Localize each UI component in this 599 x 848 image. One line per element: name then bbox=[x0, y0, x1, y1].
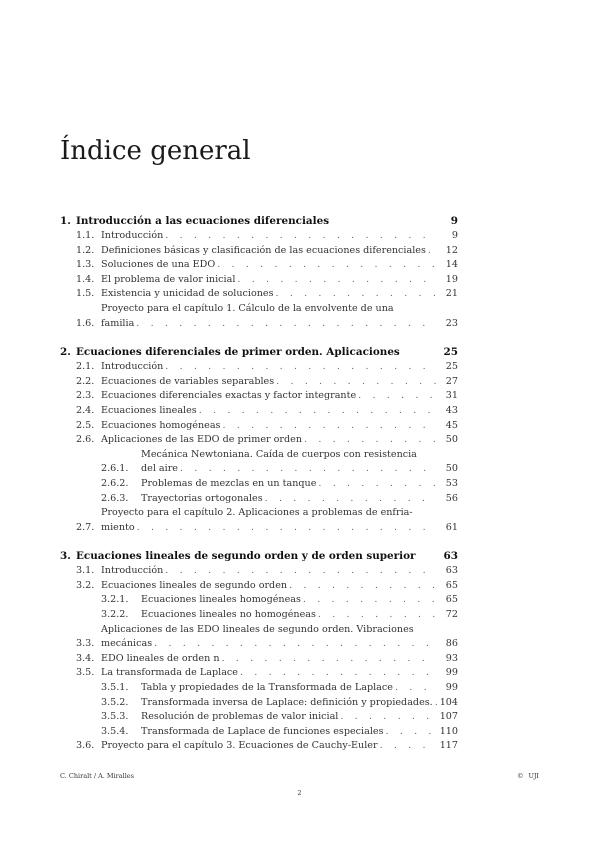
dot-leader bbox=[340, 710, 436, 725]
entry-page: 72 bbox=[445, 609, 458, 621]
entry-number: 1.2. bbox=[76, 244, 95, 256]
entry-title-line: Ecuaciones de variables separables bbox=[101, 375, 275, 387]
entry-title-lastline bbox=[101, 433, 438, 448]
entry-number: 2.5. bbox=[76, 419, 95, 431]
toc-subsection-entry[interactable] bbox=[60, 448, 458, 477]
entry-title-line: Ecuaciones lineales de segundo orden bbox=[101, 579, 288, 591]
entry-page: 19 bbox=[445, 273, 458, 285]
entry-text bbox=[101, 564, 438, 579]
toc-section-entry[interactable] bbox=[60, 433, 458, 448]
entry-title-line: El problema de valor inicial bbox=[101, 273, 236, 285]
entry-title-lastline bbox=[141, 462, 438, 477]
entry-number: 2.6. bbox=[76, 434, 95, 446]
toc-section-entry[interactable] bbox=[60, 229, 458, 244]
entry-title-line: Introducción bbox=[101, 565, 164, 577]
dot-leader bbox=[136, 317, 436, 332]
entry-title-lastline bbox=[101, 375, 438, 390]
entry-title-lastline bbox=[141, 681, 438, 696]
toc-section-entry[interactable] bbox=[60, 360, 458, 375]
entry-title-lastline bbox=[101, 273, 438, 288]
entry-title-lastline bbox=[141, 593, 438, 608]
entry-number: 3.2.1. bbox=[101, 594, 129, 606]
entry-title-lastline bbox=[101, 229, 438, 244]
toc-subsection-entry[interactable] bbox=[60, 696, 458, 711]
entry-number: 1.1. bbox=[76, 230, 95, 241]
entry-page: 110 bbox=[439, 725, 458, 737]
entry-text bbox=[141, 710, 438, 725]
entry-page: 50 bbox=[445, 463, 458, 475]
entry-text bbox=[101, 244, 438, 259]
toc-section-entry[interactable] bbox=[60, 652, 458, 667]
dot-leader bbox=[289, 579, 436, 594]
dot-leader bbox=[395, 681, 436, 696]
dot-leader bbox=[180, 462, 436, 477]
entry-title-lastline bbox=[101, 389, 438, 404]
entry-title-lastline bbox=[101, 739, 438, 754]
entry-number: 2.6.2. bbox=[101, 477, 129, 489]
entry-text bbox=[101, 258, 438, 273]
dot-leader bbox=[276, 287, 436, 302]
entry-page: 56 bbox=[445, 492, 458, 504]
entry-title-line: Tabla y propiedades de la Transformada de Laplace bbox=[141, 682, 393, 694]
entry-title-line: Ecuaciones lineales homogéneas bbox=[141, 594, 301, 606]
dot-leader bbox=[165, 360, 436, 375]
dot-leader bbox=[165, 564, 436, 579]
entry-title-line: Ecuaciones lineales bbox=[101, 404, 197, 416]
entry-text bbox=[101, 273, 438, 288]
toc-subsection-entry[interactable] bbox=[60, 492, 458, 507]
entry-page: 14 bbox=[445, 259, 458, 271]
toc-section-entry[interactable] bbox=[60, 623, 458, 652]
toc-subsection-entry[interactable] bbox=[60, 710, 458, 725]
entry-title-lastline bbox=[101, 652, 438, 667]
entry-title-line: Existencia y unicidad de soluciones bbox=[101, 288, 274, 300]
entry-page: 43 bbox=[445, 404, 458, 416]
entry-title-line: del aire bbox=[141, 463, 178, 475]
entry-title-lastline bbox=[141, 725, 438, 740]
entry-text bbox=[101, 433, 438, 448]
chapter-number: 1. bbox=[60, 215, 71, 227]
entry-number: 3.6. bbox=[76, 740, 95, 752]
entry-text bbox=[101, 302, 438, 331]
entry-text bbox=[101, 229, 438, 244]
entry-page: 117 bbox=[439, 740, 458, 752]
entry-number: 3.5.4. bbox=[101, 725, 129, 737]
dot-leader bbox=[237, 273, 436, 288]
entry-page: 104 bbox=[439, 696, 458, 708]
entry-page: 61 bbox=[445, 521, 458, 533]
entry-number: 3.5.2. bbox=[101, 696, 129, 708]
footer-publisher-name: UJI bbox=[528, 772, 539, 780]
toc-chapter bbox=[60, 345, 458, 535]
toc-section-entry[interactable] bbox=[60, 375, 458, 390]
entry-title-lastline bbox=[101, 666, 438, 681]
entry-title-line: mecánicas bbox=[101, 638, 153, 650]
entry-title-line: EDO lineales de orden n bbox=[101, 652, 220, 664]
toc-section-entry[interactable] bbox=[60, 419, 458, 434]
entry-number: 2.2. bbox=[76, 375, 95, 387]
entry-page: 45 bbox=[445, 419, 458, 431]
entry-text bbox=[141, 448, 438, 477]
toc-chapter bbox=[60, 214, 458, 331]
toc-chapter bbox=[60, 549, 458, 754]
entry-number: 2.6.1. bbox=[101, 463, 129, 475]
footer-authors: C. Chiralt / A. Miralles bbox=[60, 772, 134, 780]
entry-text bbox=[141, 725, 438, 740]
entry-title-line: Problemas de mezclas en un tanque bbox=[141, 477, 317, 489]
chapter-page: 9 bbox=[450, 215, 458, 227]
dot-leader bbox=[222, 419, 436, 434]
entry-title-lastline bbox=[141, 696, 438, 711]
entry-number: 2.1. bbox=[76, 361, 95, 373]
entry-title-line: miento bbox=[101, 521, 135, 533]
entry-page: 53 bbox=[445, 477, 458, 489]
entry-text bbox=[141, 608, 438, 623]
entry-number: 2.6.3. bbox=[101, 492, 129, 504]
toc-section-entry[interactable] bbox=[60, 287, 458, 302]
entry-text bbox=[101, 652, 438, 667]
toc-section-entry[interactable] bbox=[60, 579, 458, 594]
entry-title-line: Ecuaciones lineales no homogéneas bbox=[141, 609, 316, 621]
entry-text bbox=[141, 696, 438, 711]
entry-page: 99 bbox=[445, 682, 458, 694]
toc-section-entry[interactable] bbox=[60, 273, 458, 288]
dot-leader bbox=[154, 637, 436, 652]
chapter-title: Ecuaciones diferenciales de primer orden. Aplicaciones bbox=[76, 346, 400, 359]
entry-title-lastline bbox=[141, 492, 438, 507]
entry-title-line: Definiciones básicas y clasificación de las ecuaciones diferenciales bbox=[101, 244, 426, 256]
entry-text bbox=[101, 506, 438, 535]
entry-text bbox=[141, 477, 438, 492]
dot-leader bbox=[265, 492, 436, 507]
entry-title-lastline bbox=[101, 564, 438, 579]
entry-number: 3.2.2. bbox=[101, 609, 129, 621]
entry-text bbox=[101, 666, 438, 681]
entry-number: 3.5. bbox=[76, 667, 95, 679]
dot-leader bbox=[276, 375, 436, 390]
entry-number: 2.3. bbox=[76, 390, 95, 402]
entry-page: 21 bbox=[445, 288, 458, 300]
entry-number: 1.5. bbox=[76, 288, 95, 300]
dot-leader bbox=[165, 229, 436, 244]
dot-leader bbox=[358, 389, 436, 404]
dot-leader bbox=[428, 244, 436, 259]
entry-page: 63 bbox=[445, 565, 458, 577]
dot-leader bbox=[217, 258, 436, 273]
entry-title-lastline bbox=[101, 404, 438, 419]
entry-number: 1.3. bbox=[76, 259, 95, 271]
entry-title-lastline bbox=[101, 317, 438, 332]
entry-text bbox=[101, 287, 438, 302]
entry-title-line: Proyecto para el capítulo 3. Ecuaciones de Cauchy-Euler bbox=[101, 740, 378, 752]
chapter-title: Ecuaciones lineales de segundo orden y de orden superior bbox=[76, 550, 416, 563]
entry-text bbox=[101, 375, 438, 390]
entry-text bbox=[101, 360, 438, 375]
toc-section-entry[interactable] bbox=[60, 404, 458, 419]
toc-subsection-entry[interactable] bbox=[60, 725, 458, 740]
entry-page: 86 bbox=[445, 638, 458, 650]
toc-chapter-heading[interactable] bbox=[60, 345, 458, 360]
entry-page: 23 bbox=[445, 317, 458, 329]
entry-text bbox=[101, 404, 438, 419]
page-number: 2 bbox=[297, 789, 302, 797]
dot-leader bbox=[386, 725, 436, 740]
copyright-icon: © bbox=[517, 772, 524, 780]
entry-page: 65 bbox=[445, 579, 458, 591]
page-title: Índice general bbox=[60, 136, 251, 166]
toc-subsection-entry[interactable] bbox=[60, 681, 458, 696]
dot-leader bbox=[304, 433, 436, 448]
toc-chapter-heading[interactable] bbox=[60, 549, 458, 564]
entry-text bbox=[141, 492, 438, 507]
toc-section-entry[interactable] bbox=[60, 389, 458, 404]
chapter-page: 63 bbox=[443, 550, 458, 563]
dot-leader bbox=[240, 666, 436, 681]
toc-subsection-entry[interactable] bbox=[60, 593, 458, 608]
toc-section-entry[interactable] bbox=[60, 244, 458, 259]
entry-title-line: Proyecto para el capítulo 2. Aplicaciones a problemas de enfria- bbox=[101, 507, 413, 519]
entry-page: 65 bbox=[445, 594, 458, 606]
entry-title-lastline bbox=[101, 244, 438, 259]
entry-number: 1.6. bbox=[76, 317, 95, 329]
entry-title-line: Ecuaciones homogéneas bbox=[101, 419, 221, 431]
dot-leader bbox=[199, 404, 436, 419]
entry-text bbox=[141, 593, 438, 608]
entry-title-lastline bbox=[101, 360, 438, 375]
entry-number: 3.4. bbox=[76, 652, 95, 664]
chapter-title: Introducción a las ecuaciones diferenciales bbox=[76, 215, 330, 227]
entry-number: 2.4. bbox=[76, 404, 95, 416]
entry-page: 93 bbox=[445, 652, 458, 664]
entry-text bbox=[101, 623, 438, 652]
chapter-number: 3. bbox=[60, 550, 71, 563]
entry-page: 107 bbox=[439, 711, 458, 723]
entry-title-lastline bbox=[101, 258, 438, 273]
entry-page: 9 bbox=[451, 230, 458, 241]
entry-page: 50 bbox=[445, 434, 458, 446]
dot-leader bbox=[222, 652, 437, 667]
entry-title-line: Resolución de problemas de valor inicial bbox=[141, 711, 339, 723]
entry-title-lastline bbox=[141, 608, 438, 623]
entry-title-line: Mecánica Newtoniana. Caída de cuerpos con resistencia bbox=[141, 448, 417, 460]
entry-page: 31 bbox=[445, 390, 458, 402]
toc-section-entry[interactable] bbox=[60, 666, 458, 681]
entry-title-line: Introducción bbox=[101, 230, 164, 241]
entry-text bbox=[101, 419, 438, 434]
entry-title-lastline bbox=[101, 579, 438, 594]
entry-title-lastline bbox=[101, 521, 438, 536]
entry-number: 3.2. bbox=[76, 579, 95, 591]
entry-text bbox=[101, 739, 438, 754]
entry-page: 12 bbox=[445, 244, 458, 256]
entry-number: 3.5.1. bbox=[101, 682, 129, 694]
toc-section-entry[interactable] bbox=[60, 739, 458, 754]
entry-title-lastline bbox=[101, 637, 438, 652]
entry-title-line: Ecuaciones diferenciales exactas y factor integrante bbox=[101, 390, 357, 402]
entry-text bbox=[141, 681, 438, 696]
entry-title-lastline bbox=[141, 710, 438, 725]
dot-leader bbox=[318, 477, 436, 492]
toc-subsection-entry[interactable] bbox=[60, 608, 458, 623]
entry-title-lastline bbox=[101, 287, 438, 302]
entry-number: 3.3. bbox=[76, 638, 95, 650]
toc-section-entry[interactable] bbox=[60, 506, 458, 535]
entry-title-line: Transformada de Laplace de funciones especiales bbox=[141, 725, 384, 737]
dot-leader bbox=[380, 739, 436, 754]
page-footer bbox=[60, 772, 539, 780]
dot-leader bbox=[303, 593, 436, 608]
entry-number: 3.1. bbox=[76, 565, 95, 577]
entry-title-line: Introducción bbox=[101, 361, 164, 373]
entry-title-lastline bbox=[141, 477, 438, 492]
chapter-page: 25 bbox=[443, 346, 458, 359]
toc-section-entry[interactable] bbox=[60, 302, 458, 331]
entry-title-lastline bbox=[101, 419, 438, 434]
toc-subsection-entry[interactable] bbox=[60, 477, 458, 492]
dot-leader bbox=[137, 521, 436, 536]
toc-section-entry[interactable] bbox=[60, 258, 458, 273]
entry-text bbox=[101, 579, 438, 594]
entry-page: 99 bbox=[445, 667, 458, 679]
entry-title-line: Proyecto para el capítulo 1. Cálculo de la envolvente de una bbox=[101, 302, 394, 314]
entry-number: 1.4. bbox=[76, 273, 95, 285]
entry-title-line: Aplicaciones de las EDO lineales de segundo orden. Vibraciones bbox=[101, 623, 414, 635]
entry-title-line: La transformada de Laplace bbox=[101, 667, 238, 679]
entry-title-line: familia bbox=[101, 317, 135, 329]
entry-number: 2.7. bbox=[76, 521, 95, 533]
entry-page: 27 bbox=[445, 375, 458, 387]
toc-section-entry[interactable] bbox=[60, 564, 458, 579]
toc-chapter-heading[interactable] bbox=[60, 214, 458, 229]
chapter-number: 2. bbox=[60, 346, 71, 359]
entry-number: 3.5.3. bbox=[101, 711, 129, 723]
table-of-contents bbox=[60, 214, 458, 768]
entry-title-line: Soluciones de una EDO bbox=[101, 259, 216, 271]
entry-text bbox=[101, 389, 438, 404]
entry-page: 25 bbox=[445, 361, 458, 373]
footer-publisher bbox=[517, 772, 539, 780]
entry-title-line: Aplicaciones de las EDO de primer orden bbox=[101, 434, 303, 446]
dot-leader bbox=[318, 608, 436, 623]
entry-title-line: Trayectorias ortogonales bbox=[141, 492, 263, 504]
entry-title-line: Transformada inversa de Laplace: definición y propiedades. bbox=[141, 696, 433, 708]
